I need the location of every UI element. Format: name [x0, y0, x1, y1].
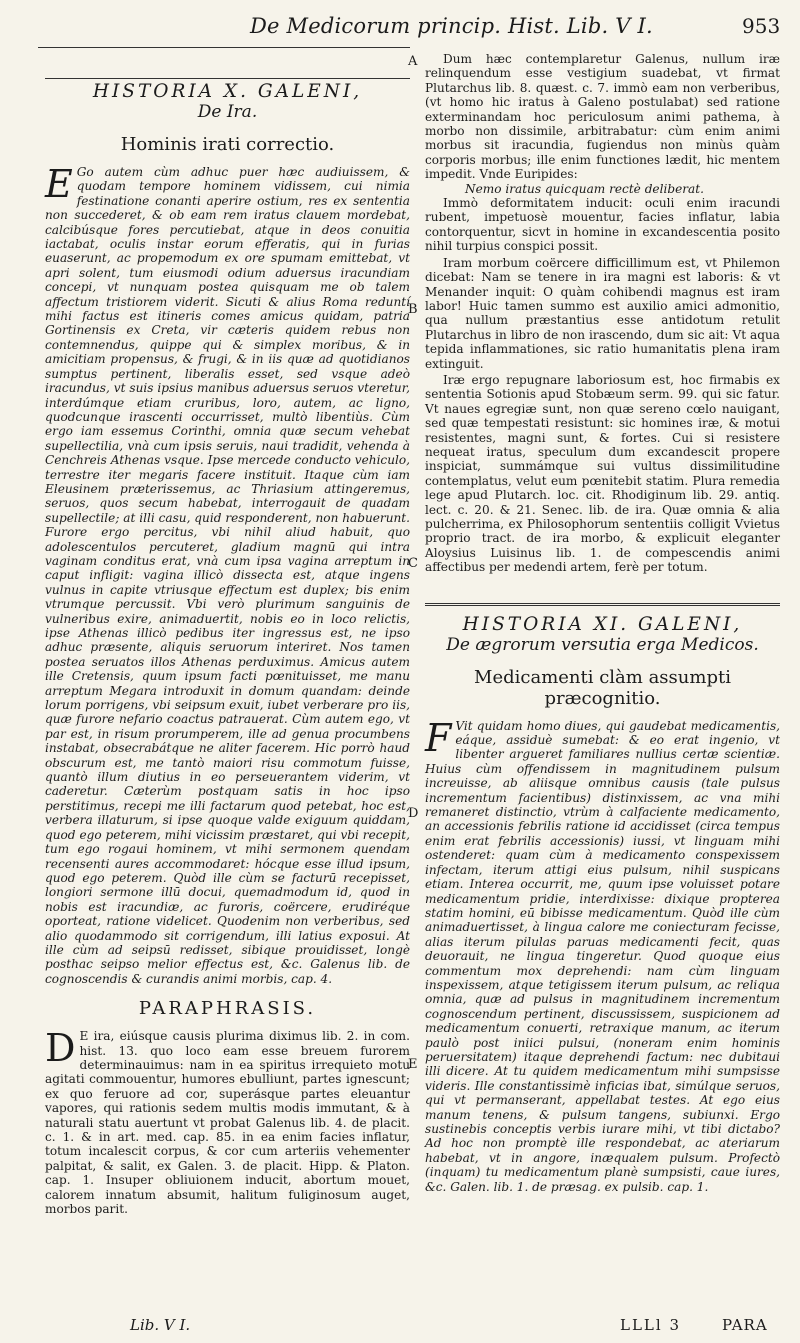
running-head: De Medicorum princip. Hist. Lib. V I.	[250, 14, 653, 38]
paraphrasis-heading: PARAPHRASIS.	[138, 998, 317, 1020]
header-rule	[38, 47, 410, 48]
historia-xi-subtitle: De ægrorum versutia erga Medicos.	[446, 634, 759, 655]
right-para-1: Dum hæc contemplaretur Galenus, nullum iræ relinquendum esse vestigium suadebat, vt firmat Plutarchus lib. 8. quæst. c. 7. immò eam non verberibus, (vt homo hic iratus à Galeno postulabat) sed ratione exterminandam hoc periculosum animi pathema, à morbo non dissimile, arbitrabatur: cùm enim animi morbus sit iracundia, fugiendus non minùs quàm corporis morbus; ille enim functiones lædit, hic mentem impedit. Vnde Euripides:	[425, 52, 780, 182]
historia-xi-heading-1: Medicamenti clàm assumpti	[474, 666, 731, 688]
historia-xi-text	[425, 715, 780, 1194]
footer-signature: LLLl 3	[620, 1316, 681, 1334]
dropcap-f: F	[425, 715, 452, 760]
margin-letter-d: D	[408, 806, 419, 821]
right-para-3: Iram morbum coërcere difficillimum est, vt Philemon dicebat: Nam se tenere in ira magni est laboris: & vt Menander inquit: O quàm cohibendi magnus est iram labor! Huic tamen summo est auxilio amici admonitio, qua nullum præstantius esse antidotum retulit Plutarchus in libro de non irascendo, dum sic ait: Vt aqua tepida inflammationes, sic ratio humanitatis plena iram extinguit.	[425, 255, 780, 371]
footer-book: Lib. V I.	[130, 1316, 191, 1334]
dropcap-e: E	[45, 162, 73, 206]
paraphrasis-paragraph: E ira, eiúsque causis plurima diximus lib. 2. in com. hist. 13. quo loco eam esse breuem furorem determinauimus: nam in ea spiritus irrequieto motu agitati commouentur, humores ebulliunt, partes ignescunt; ex quo feruore ad cor, superásque partes eleuantur vapores, qui rationis sedem multis modis immutant, & à naturali statu auertunt vt probat Galenus lib. 4. de placit. c. 1. & in art. med. cap. 85. in ea enim facies inflatur, totum incalescit corpus, & cor cum arteriis vehementer palpitat, & salit, ex Galen. 3. de placit. Hipp. & Platon. cap. 1. Insuper obliuionem inducit, abortum mouet, calorem innatum absumit, halitum fuliginosum auget, morbos parit.	[45, 1029, 410, 1217]
footer-catchword: PARA	[722, 1316, 768, 1334]
historia-x-paragraph: Go autem cùm adhuc puer hæc audiuissem, & quodam tempore hominem vidissem, cui nimia festinatione conanti aperire ostium, res ex sententia non succederet, & ob eam rem iratus clauem mordebat, calcibúsque fores percutiebat, atque in deos conuitia iactabat, oculis instar eorum efferatis, qui in furias euaserunt, ac propemodum ex ore spumam emittebat, vt apri solent, tum eiusmodi odium aduersus iracundiam concepi, vt nunquam postea quisquam me ob talem affectum tristiorem viderit. Sicuti & alius Roma reduntí mihi factus est itineris comes amicus quidam, patria Gortinensis ex Creta, vir cæteris quidem rebus non contemnendus, quippe qui & simplex moribus, & in amicitiam propensus, & frugi, & in iis quæ ad quotidianos sumptus pertinent, liberalis esset, sed vsque adeò iracundus, vt suis ipsius manibus aduersus seruos vteretur, interdúmque etiam cruribus, loro, autem, ac ligno, quodcunque irascenti occurrisset, multò libentiùs. Cùm ergo iam essemus Corinthi, omnia quæ secum vehebat supellectilia, vnà cum ipsis seruis, naui tradidit, vehenda à Cenchreis Athenas vsque. Ipse mercede conducto vehiculo, terrestre iter megaris facere instituit. Itaque cùm iam Eleusinem præterissemus, ac Thriasium attingeremus, seruos, quos secum habebat, interrogauit de quadam supellectile; at illi casu, quid responderent, non habuerunt. Furore ergo percitus, vbi nihil aliud habuit, quo adolescentulos percuteret, gladium magnū qui intra vaginam conditus erat, vnà cum ipsa vagina arreptum in caput infligit: vagina illicò dissecta est, atque ingens vulnus in capite vtriusque effectum est duplex; bis enim vtrumque percussit. Vbi verò plurimum sanguinis de vulneribus exire, animaduertit, nobis eo in loco relictis, ipse Athenas illicò pedibus iter ingressus est, ne ipso adhuc præsente, aliquis seruorum interiret. Nos tamen postea seruatos illos Athenas perduximus. Amicus autem ille Cretensis, quum ipsum facti pœnituisset, me manu arreptum Megara introduxit in domum quandam: deinde lorum porrigens, vbi seipsum exuit, iubet verberare pro iis, quæ furore nefario coactus patrauerat. Cùm autem ego, vt par est, in risum prorumperem, ille ad genua procumbens instabat, obsecrabátque ne aliter facerem. Hic porrò haud obscurum est, me tantò maiori risu commotum fuisse, quantò illum diutius in eo perseuerantem viderim, vt caderetur. Cæterùm postquam satis in hoc ipso perstitimus, recepi me illi factarum quod petebat, hoc est, verbera illaturum, si ipse quoque valde exiguum quiddam, quod ego peterem, mihi vicissim præstaret, qui vbi recepit, tum ego rogaui hominem, vt mihi sermonem quendam recensenti aures accommodaret: hócque esse illud ipsum, quod ego peterem. Quòd ille cùm se facturū recepisset, longiori sermone illū docui, quemadmodum id, quod in nobis est iracundiæ, ac furoris, coërcere, erudiréque oporteat, ratione videlicet. Quodenim non verberibus, sed alio quodammodo sit corrigendum, illi latius exposui. At ille cùm ad seipsū redisset, sibique prouidisset, longè posthac seipso melior effectus est, &c. Galenus lib. de cognoscendis & curandis animi morbis, cap. 4.	[45, 165, 410, 986]
margin-letter-a: A	[408, 54, 418, 69]
right-para-2: Immò deformitatem inducit: oculi enim iracundi rubent, impetuosè mouentur, facies inflatur, labia contorquentur, sicvt in homine in excandescentia posito nihil turpius conspici possit.	[425, 196, 780, 254]
euripides-quote: Nemo iratus quicquam rectè deliberat.	[465, 181, 704, 196]
section-divider	[425, 603, 780, 606]
historia-x-title: HISTORIA X. GALENI,	[45, 78, 410, 102]
dropcap-d: D	[45, 1026, 76, 1071]
right-column	[425, 52, 780, 1194]
historia-x-subtitle: De Ira.	[197, 102, 258, 122]
margin-letter-e: E	[408, 1057, 418, 1072]
historia-xi-heading-2: præcognitio.	[544, 687, 661, 709]
historia-x-text	[45, 162, 410, 986]
margin-letter-c: C	[408, 556, 418, 571]
page-number: 953	[742, 14, 781, 38]
right-para-4: Iræ ergo repugnare laboriosum est, hoc firmabis ex sententia Sotionis apud Stobæum serm. 99. qui sic fatur. Vt naues egregiæ sunt, non quæ sereno cœlo nauigant, sed quæ tempestati resistunt: sic homines iræ, & motui resistentes, magni sunt, & fortes. Cui si resistere nequeat iratus, speculum dum excandescit propere inspiciat, summámque sui vultus dissimilitudine contemplatus, velut eum pœnitebit statim. Plura remedia lege apud Plutarch. loc. cit. Rhodiginum lib. 29. antiq. lect. c. 20. & 21. Senec. lib. de ira. Quæ omnia & alia pulcherrima, ex Philosophorum sententiis colligit Vvietus proprio tract. de ira morbo, & explicuit eleganter Aloysius Luisinus lib. 1. de compescendis animi affectibus per medendi artem, ferè per totum.	[425, 372, 780, 575]
paraphrasis-text	[45, 1026, 410, 1217]
historia-xi-paragraph: Vit quidam homo diues, qui gaudebat medicamentis, eáque, assiduè sumebat: & eo erat ingenio, vt libenter argueret familiares nullius certæ scientiæ. Huius cùm offendissem in magnitudinem pulsum increuisse, ab aliisque omnibus causis (tale pulsus incrementum facientibus) distinxissem, ac vna mihi remaneret distinctio, vtrùm à calfaciente medicamento, an accessionis febrilis ratione id accidisset (circa tempus enim erat febrilis accessionis) iussi, vt linguam mihi ostenderet: quam cùm à medicamento conspexissem infectam, iterum attigi eius pulsum, nihil suspicans etiam. Interea occurrit, me, quum ipse voluisset potare medicamentum pridie, interdixisse: dixique propterea statim homini, eū bibisse medicamentum. Quòd ille cùm animaduertisset, à lingua calore me coniecturam fecisse, alias iterum pilulas paruas medicamenti fecit, quas deuorauit, ne lingua tingeretur. Quod quoque eius commentum mox deprehendi: nam cùm linguam inspexissem, atque tetigissem iterum pulsum, ac reliqua omnia, quæ ad pulsus in magnitudinem incrementum cognoscendum pertinent, discussissem, suspicionem ad medicamentum conuerti, retraxique manum, ac iterum paulò post iniici pulsui, (noneram enim hominis peruersitatem) itaque deprehendi factum: nec dubitaui illi dicere. At tu quidem medicamentum mihi sumpsisse videris. Ille constantissimè inficias ibat, simúlque seruos, qui vt permanserant, appellabat testes. At ego eius manum tenens, & pulsum tangens, subiunxi. Ergo sustinebis conceptis verbis iurare mihi, vt tibi dictabo? Ad hoc non promptè ille respondebat, ac ateriarum habebat, vt in angore, inæqualem pulsum. Profectò (inquam) tu medicamentum planè sumpsisti, caue iures, &c. Galen. lib. 1. de præsag. ex pulsib. cap. 1.	[425, 718, 780, 1194]
margin-letter-b: B	[408, 302, 418, 317]
historia-x-heading: Hominis irati correctio.	[120, 134, 335, 155]
historia-xi-title: HISTORIA XI. GALENI,	[462, 613, 743, 635]
left-column	[45, 52, 410, 1216]
